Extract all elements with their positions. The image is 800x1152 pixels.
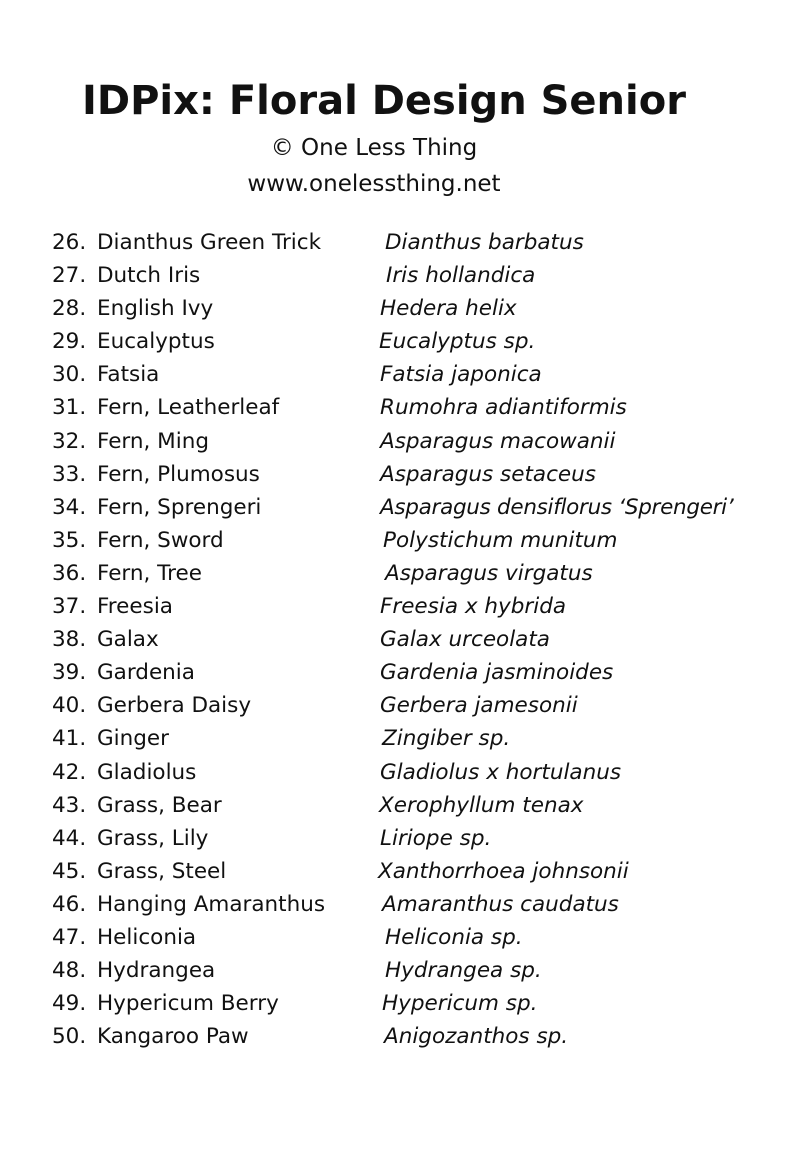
item-number: 47. — [52, 924, 87, 950]
scientific-name: Amaranthus caudatus — [382, 891, 619, 917]
item-number: 44. — [52, 825, 87, 851]
scientific-name: Galax urceolata — [380, 627, 550, 653]
scientific-name: Fatsia japonica — [380, 362, 542, 388]
common-name: Hypericum Berry — [97, 991, 279, 1017]
common-name: Gladiolus — [97, 759, 197, 785]
scientific-name: Heliconia sp. — [385, 924, 523, 950]
scientific-name: Xanthorrhoea johnsonii — [378, 858, 629, 884]
common-name: Fern, Tree — [97, 560, 202, 586]
scientific-name: Asparagus macowanii — [380, 428, 616, 454]
scientific-name: Zingiber sp. — [382, 726, 511, 752]
copyright-line: © One Less Thing — [270, 135, 478, 161]
scientific-name: Anigozanthos sp. — [384, 1024, 569, 1050]
scientific-name: Gladiolus x hortulanus — [380, 759, 622, 785]
scientific-name: Gardenia jasminoides — [380, 660, 614, 686]
scientific-name: Hypericum sp. — [382, 991, 538, 1017]
scientific-name: Hedera helix — [380, 296, 517, 322]
scientific-name: Iris hollandica — [386, 263, 536, 289]
common-name: Dianthus Green Trick — [97, 230, 322, 255]
common-name: Fatsia — [97, 362, 160, 388]
common-name: Fern, Ming — [97, 428, 209, 454]
scientific-name: Gerbera jamesonii — [380, 693, 578, 719]
page-title: IDPix: Floral Design Senior — [82, 78, 686, 124]
item-number: 30. — [52, 362, 87, 388]
item-number: 28. — [52, 296, 87, 322]
common-name: English Ivy — [97, 296, 214, 322]
website-url: www.onelessthing.net — [247, 171, 501, 197]
item-number: 35. — [52, 527, 87, 553]
item-number: 38. — [52, 627, 87, 653]
scientific-name: Eucalyptus sp. — [379, 329, 536, 355]
common-name: Grass, Bear — [97, 792, 222, 818]
scientific-name: Asparagus setaceus — [380, 461, 596, 487]
scientific-name: Rumohra adiantiformis — [380, 395, 627, 421]
item-number: 33. — [52, 461, 87, 487]
item-number: 39. — [52, 660, 87, 686]
item-number: 29. — [52, 329, 87, 355]
common-name: Gardenia — [97, 660, 195, 686]
item-number: 40. — [52, 693, 87, 719]
common-name: Heliconia — [97, 924, 197, 950]
item-number: 34. — [52, 494, 87, 520]
item-number: 43. — [52, 792, 87, 818]
item-number: 36. — [52, 560, 87, 586]
common-name: Fern, Sword — [97, 527, 224, 553]
item-number: 50. — [52, 1024, 87, 1050]
scientific-name: Hydrangea sp. — [385, 958, 542, 984]
common-name: Ginger — [97, 726, 169, 752]
item-number: 46. — [52, 891, 87, 917]
common-name: Grass, Steel — [97, 858, 227, 884]
common-name: Fern, Leatherleaf — [97, 395, 280, 421]
common-name: Hydrangea — [97, 958, 216, 984]
item-number: 37. — [52, 594, 87, 620]
item-number: 31. — [52, 395, 87, 421]
common-name: Dutch Iris — [97, 263, 201, 289]
item-number: 26. — [52, 230, 87, 255]
scientific-name: Asparagus virgatus — [385, 560, 593, 586]
common-name: Freesia — [97, 594, 173, 620]
item-number: 49. — [52, 991, 87, 1017]
item-number: 41. — [52, 726, 87, 752]
scientific-name: Asparagus densiflorus ‘Sprengeri’ — [380, 494, 734, 520]
item-number: 42. — [52, 759, 87, 785]
common-name: Hanging Amaranthus — [97, 891, 326, 917]
item-number: 45. — [52, 858, 87, 884]
common-name: Kangaroo Paw — [97, 1024, 249, 1050]
scientific-name: Liriope sp. — [380, 825, 492, 851]
common-name: Grass, Lily — [97, 825, 209, 851]
scientific-name: Polystichum munitum — [383, 527, 618, 553]
item-number: 27. — [52, 263, 87, 289]
common-name: Gerbera Daisy — [97, 693, 252, 719]
scientific-name: Dianthus barbatus — [385, 230, 584, 255]
item-number: 48. — [52, 958, 87, 984]
common-name: Galax — [97, 627, 159, 653]
common-name: Fern, Plumosus — [97, 461, 260, 487]
scientific-name: Freesia x hybrida — [380, 594, 567, 620]
common-name: Eucalyptus — [97, 329, 215, 355]
item-number: 32. — [52, 428, 87, 454]
scientific-name: Xerophyllum tenax — [379, 792, 584, 818]
common-name: Fern, Sprengeri — [97, 494, 262, 520]
